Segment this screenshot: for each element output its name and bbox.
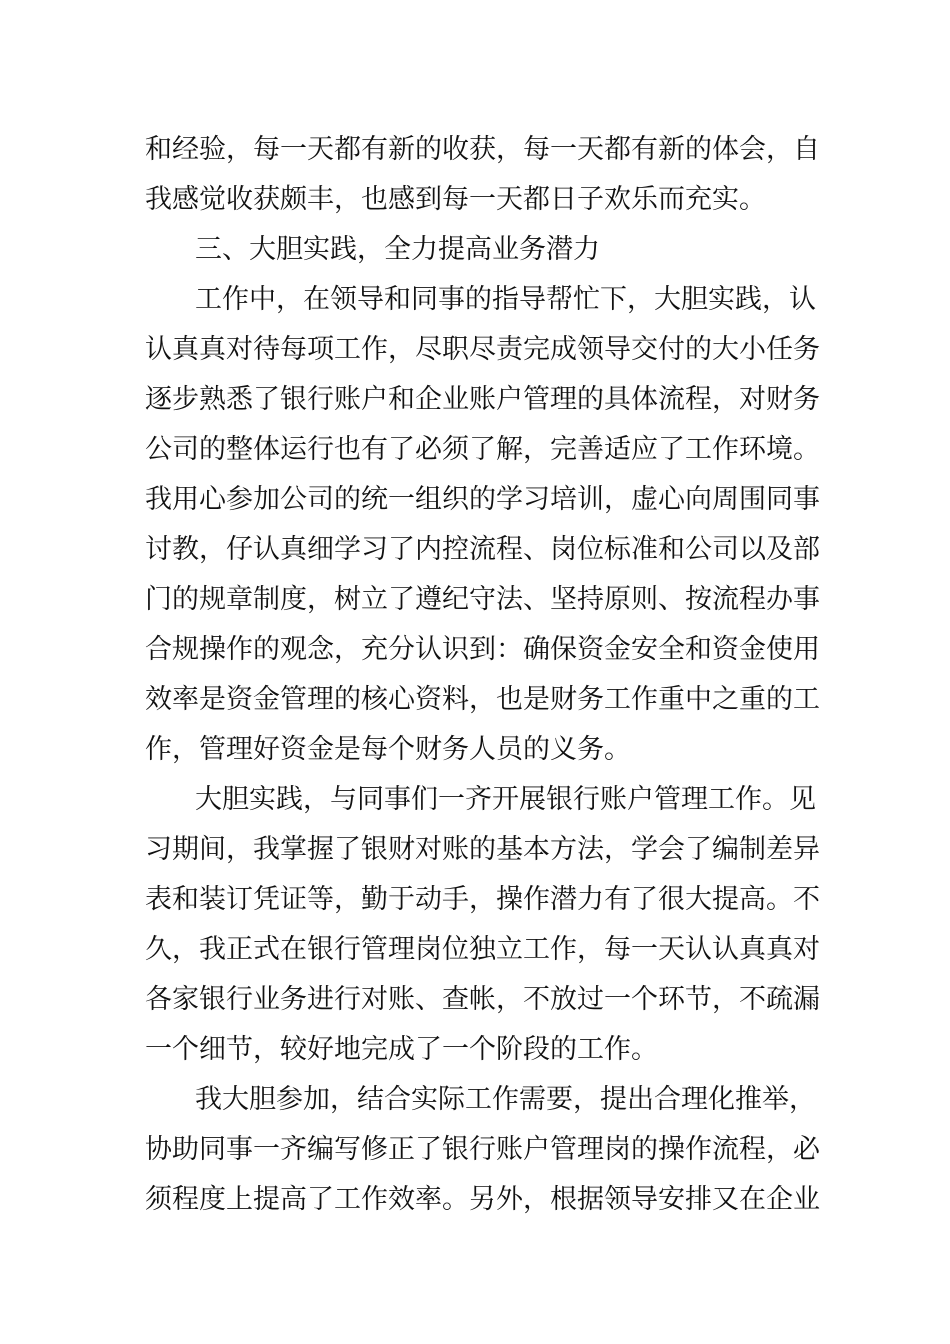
- text-line: 作，管理好资金是每个财务人员的义务。: [145, 734, 631, 765]
- text-line: 各家银行业务进行对账、查帐，不放过一个环节，不疏漏: [145, 984, 820, 1015]
- text-line: 逐步熟悉了银行账户和企业账户管理的具体流程，对财务: [145, 384, 820, 415]
- text-line: 门的规章制度，树立了遵纪守法、坚持原则、按流程办事: [145, 584, 820, 615]
- text-line: 我感觉收获颇丰，也感到每一天都日子欢乐而充实。: [145, 184, 766, 215]
- text-line: 讨教，仔认真细学习了内控流程、岗位标准和公司以及部: [145, 534, 820, 565]
- text-line: 认真真对待每项工作，尽职尽责完成领导交付的大小任务: [145, 334, 820, 365]
- text-line: 工作中，在领导和同事的指导帮忙下，大胆实践，认: [195, 284, 816, 315]
- text-line: 习期间，我掌握了银财对账的基本方法，学会了编制差异: [145, 834, 820, 865]
- text-line: 久，我正式在银行管理岗位独立工作，每一天认认真真对: [145, 934, 820, 965]
- text-line: 和经验，每一天都有新的收获，每一天都有新的体会，自: [145, 134, 820, 165]
- text-line: 我大胆参加，结合实际工作需要，提出合理化推举，: [195, 1084, 816, 1115]
- text-line: 协助同事一齐编写修正了银行账户管理岗的操作流程，必: [145, 1134, 820, 1165]
- text-line: 我用心参加公司的统一组织的学习培训，虚心向周围同事: [145, 484, 820, 515]
- text-line: 一个细节，较好地完成了一个阶段的工作。: [145, 1034, 658, 1065]
- text-line: 公司的整体运行也有了必须了解，完善适应了工作环境。: [145, 434, 820, 465]
- text-line: 合规操作的观念，充分认识到：确保资金安全和资金使用: [145, 634, 820, 665]
- text-line: 表和装订凭证等，勤于动手，操作潜力有了很大提高。不: [145, 884, 820, 915]
- text-line: 效率是资金管理的核心资料，也是财务工作重中之重的工: [145, 684, 820, 715]
- text-line: 须程度上提高了工作效率。另外，根据领导安排又在企业: [145, 1184, 820, 1215]
- section-heading: 三、大胆实践，全力提高业务潜力: [195, 234, 600, 265]
- text-line: 大胆实践，与同事们一齐开展银行账户管理工作。见: [195, 784, 816, 815]
